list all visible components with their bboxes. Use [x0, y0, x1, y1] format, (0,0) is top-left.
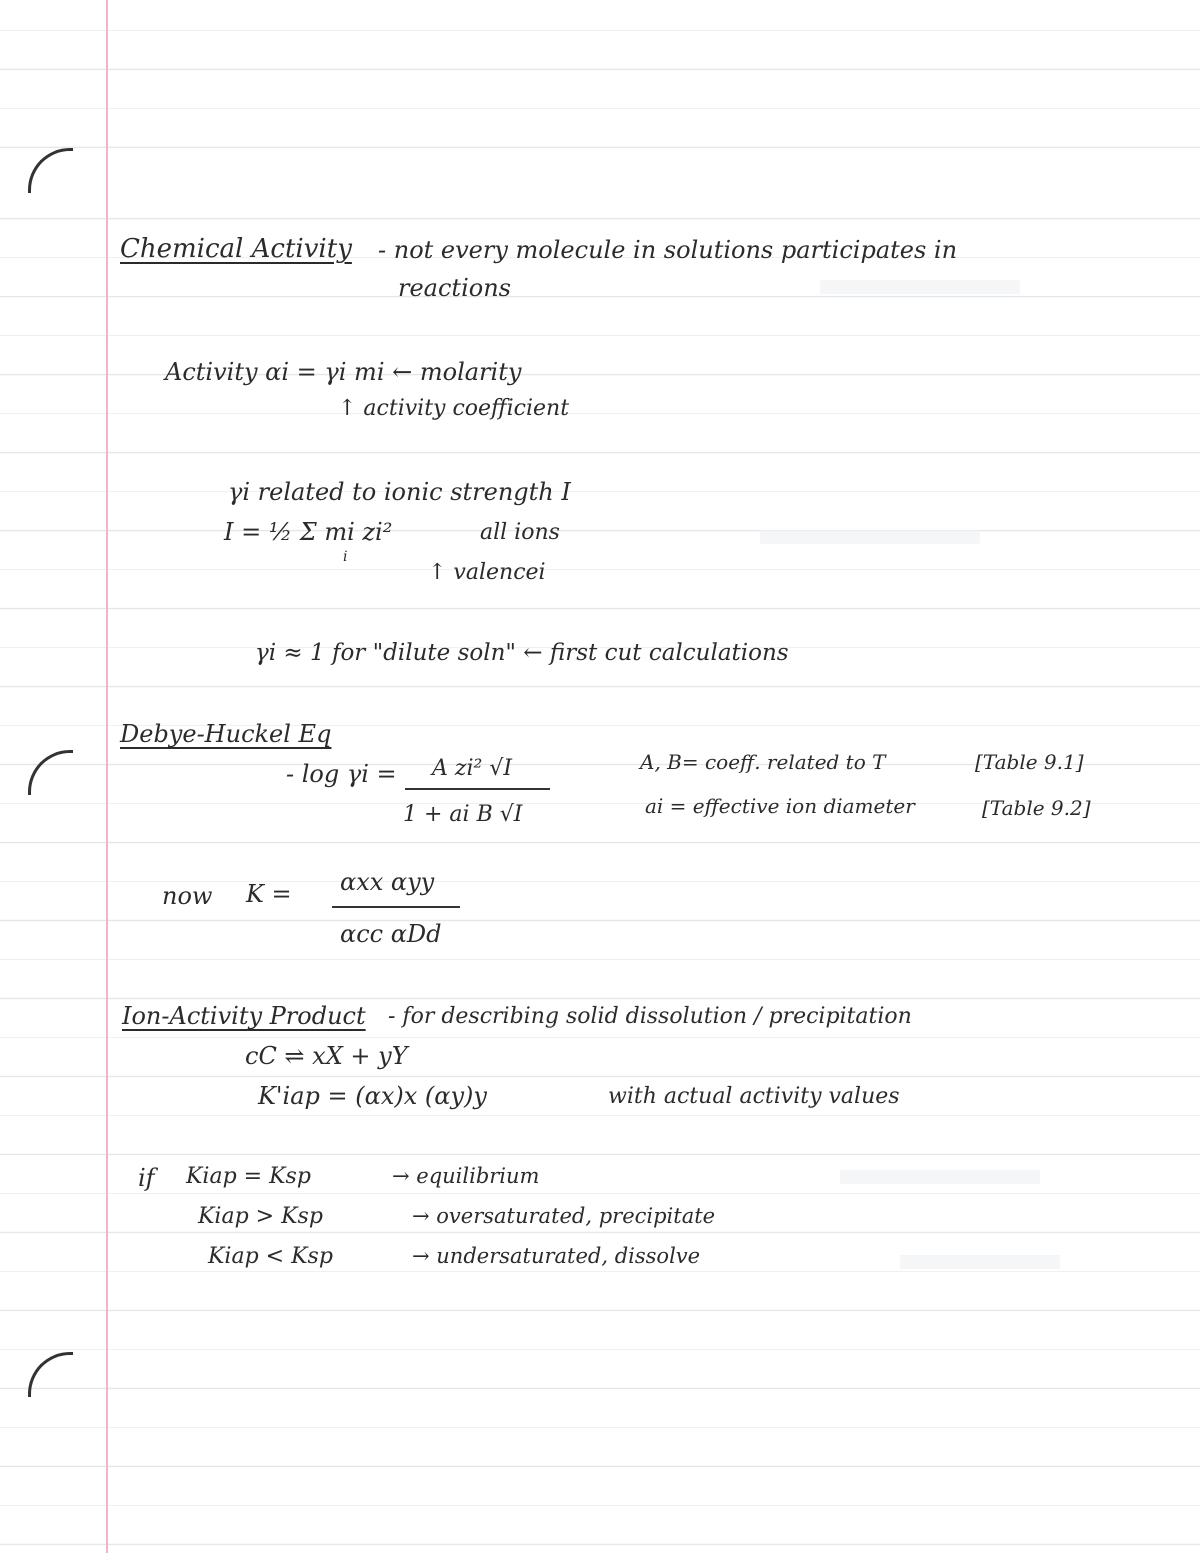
bleed-through-mark	[820, 280, 1020, 294]
table-reference-2: [Table 9.2]	[982, 796, 1091, 820]
binder-hole-middle	[28, 750, 73, 795]
kiap-note: with actual activity values	[608, 1084, 900, 1109]
debye-huckel-numerator: A zi² √I	[432, 756, 513, 781]
bleed-through-mark	[760, 530, 980, 544]
binder-hole-bottom	[28, 1352, 73, 1397]
kiap-equation: K'iap = (αx)x (αy)y	[258, 1082, 487, 1110]
ionic-strength-sum-index: i	[343, 549, 348, 565]
table-reference-1: [Table 9.1]	[975, 750, 1084, 774]
bleed-through-mark	[900, 1255, 1060, 1269]
k-equation-lhs: K =	[246, 880, 292, 908]
chemical-activity-definition: - not every molecule in solutions participates in	[378, 236, 958, 264]
ionic-strength-all-ions: all ions	[480, 520, 560, 545]
chemical-activity-definition-cont: reactions	[398, 274, 511, 302]
valence-note: ↑ valencei	[428, 560, 546, 585]
condition-1-rhs: → equilibrium	[392, 1164, 540, 1188]
k-equation-fraction-bar	[332, 906, 460, 908]
bleed-through-mark	[840, 1170, 1040, 1184]
condition-3-rhs: → undersaturated, dissolve	[412, 1244, 701, 1268]
k-equation-numerator: αxx αyy	[340, 868, 435, 896]
condition-1-lhs: Kiap = Ksp	[186, 1164, 311, 1189]
coefficient-note: A, B= coeff. related to T	[640, 750, 886, 774]
chemical-activity-title: Chemical Activity	[120, 234, 352, 264]
ion-activity-product-title: Ion-Activity Product	[122, 1002, 366, 1030]
debye-huckel-title: Debye-Huckel Eq	[120, 720, 332, 748]
dilute-solution-note: γi ≈ 1 for "dilute soln" ← first cut calculations	[255, 640, 789, 666]
debye-huckel-denominator: 1 + ai B √I	[403, 802, 523, 827]
k-equation-denominator: αcc αDd	[340, 920, 442, 948]
condition-3-lhs: Kiap < Ksp	[208, 1244, 333, 1269]
dissolution-reaction: cC ⇌ xX + yY	[245, 1042, 408, 1070]
activity-coefficient-note: ↑ activity coefficient	[338, 396, 570, 421]
condition-2-rhs: → oversaturated, precipitate	[412, 1204, 716, 1228]
ionic-strength-equation: I = ½ Σ mi zi²	[224, 518, 393, 546]
conditions-if: if	[138, 1164, 155, 1192]
now-label: now	[162, 882, 213, 910]
debye-huckel-lhs: - log γi =	[286, 760, 397, 788]
margin-line	[106, 0, 108, 1553]
ion-activity-product-description: - for describing solid dissolution / precipitation	[388, 1004, 912, 1029]
activity-equation: Activity αi = γi mi ← molarity	[165, 358, 522, 386]
binder-hole-top	[28, 148, 73, 193]
ionic-strength-relation: γi related to ionic strength I	[228, 478, 571, 506]
ion-diameter-note: ai = effective ion diameter	[645, 794, 915, 818]
condition-2-lhs: Kiap > Ksp	[198, 1204, 323, 1229]
debye-huckel-fraction-bar	[405, 788, 550, 790]
